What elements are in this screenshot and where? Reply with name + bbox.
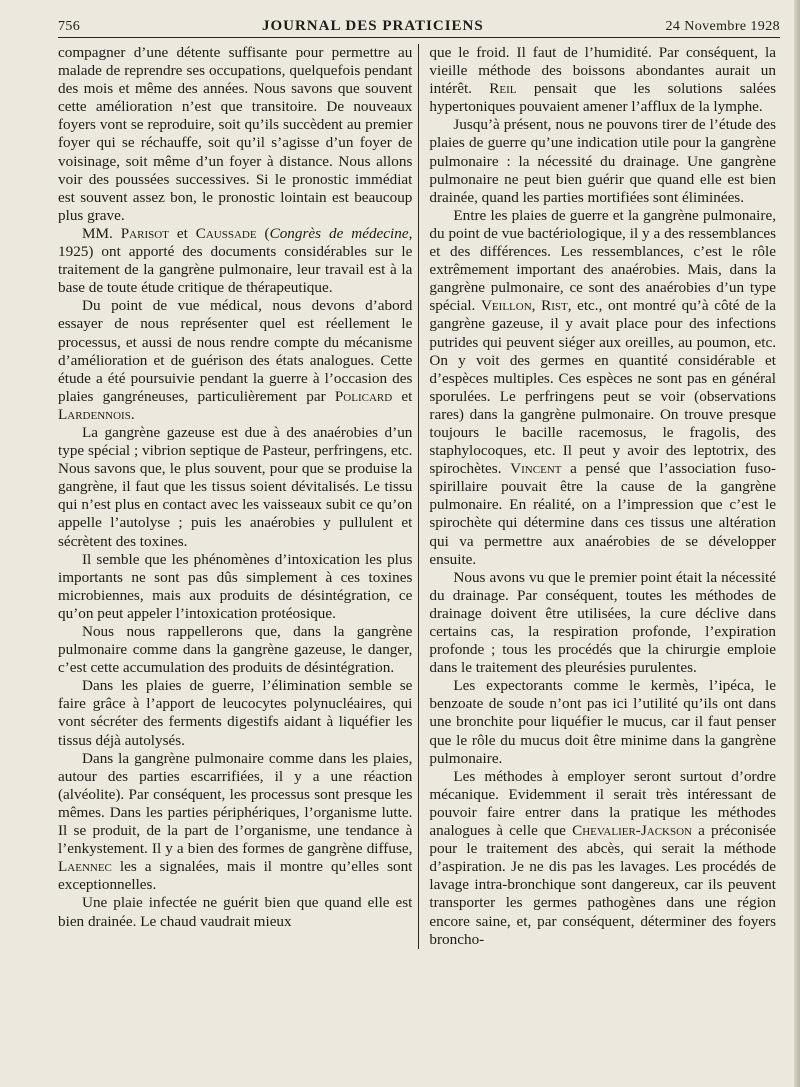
paragraph: Dans les plaies de guerre, l’élimination semble se faire grâce à l’apport de leucocytes polynucléaires, qui vont sécréter des ferments digestifs aidant à liquéfier les tissus déjà autolysés. (58, 677, 413, 749)
journal-title: JOURNAL DES PRATICIENS (261, 18, 484, 34)
paragraph: Jusqu’à présent, nous ne pouvons tirer de l’étude des plaies de guerre qu’une indication utile pour la gangrène pulmonaire : la nécessité du drainage. Une gangrène pulmonaire ne peut bien guérir que quand elle est bien drainée, quand les parties mortifiées sont éliminées. (429, 116, 776, 206)
paragraph: compagner d’une détente suffisante pour permettre au malade de reprendre ses occupations, quelquefois pendant des mois et même des années. Nous savons que souvent cette amélioration n’est que transitoire. De nouveaux foyers vont se reproduire, soit qu’ils succèdent au premier foyer qui se réchauffe, soit qu’il s’agisse d’un foyer de voisinage, soit même d’un foyer à distance. Nous allons voir des poussées successives. Si le pronostic immédiat est souvent assez bon, le pronostic lointain est beaucoup plus grave. (58, 44, 413, 224)
paragraph: Nous nous rappellerons que, dans la gangrène pulmonaire comme dans la gangrène gazeuse, le danger, c’est cette accumulation des produits de désintégration. (58, 623, 413, 677)
paragraph: que le froid. Il faut de l’humidité. Par conséquent, la vieille méthode des boissons abondantes aurait un intérêt. Reil pensait que les solutions salées hypertoniques pouvaient amener l’afflux de la lymphe. (429, 44, 777, 116)
paragraph: Une plaie infectée ne guérit bien que quand elle est bien drainée. Le chaud vaudrait mieux (58, 894, 413, 930)
paragraph: Dans la gangrène pulmonaire comme dans les plaies, autour des parties escarrifiées, il y a une réaction (alvéolite). Par conséquent, les processus sont presque les mêmes. Dans les parties périphériques, l’organisme lutte. Il se produit, de la part de l’organisme, une tendance à l’enkystement. Il y a bien des formes de gangrène diffuse, Laennec les a signalées, mais il montre qu’elles sont exceptionnelles. (58, 749, 413, 894)
right-column (419, 44, 776, 949)
paragraph: Entre les plaies de guerre et la gangrène pulmonaire, du point de vue bactériologique, il y a des ressemblances et des différences. Les ressemblances, c’est le rôle extrêmement important des anaérobies. Mais, dans la gangrène pulmonaire, ce sont des anaérobies d’un type spécial. Veillon, Rist, etc., ont montré qu’à côté de la gangrène gazeuse, il y avait place pour des infections putrides qui peuvent siéger aux oreilles, au poumon, etc. On y voit des germes en quantité considérable et d’espèces multiples. Ces espèces ne sont pas en général sporulées. Le perfringens peut se voir (observations rares) dans la gangrène pulmonaire. On trouve presque toujours le bacille racemosus, le fragolis, des staphylocoques, etc. Il peut y avoir des leptotrix, des spirochètes. Vincent a pensé que l’association fuso-spirillaire pouvait être la cause de la gangrène pulmonaire. En réalité, on a l’impression que c’est le spirochète qui détermine dans ces tissus une altération qui va permettre aux anaérobies de se développer ensuite. (429, 206, 777, 568)
paragraph: Nous avons vu que le premier point était la nécessité du drainage. Par conséquent, toutes les méthodes de drainage doivent être utilisées, la cure déclive dans certains cas, la respiration profonde, l’expiration profonde ; tous les procédés que la chirurgie emploie dans le traitement des pleurésies purulentes. (429, 568, 776, 677)
page-binding-edge (794, 0, 800, 1087)
running-header (58, 18, 780, 38)
paragraph: Les expectorants comme le kermès, l’ipéca, le benzoate de soude n’ont pas ici l’utilité qu’ils ont dans une bronchite pour liquéfier le mucus, car il faut penser que le rôle du mucus doit être minime dans la gangrène pulmonaire. (429, 677, 776, 767)
paragraph: La gangrène gazeuse est due à des anaérobies d’un type spécial ; vibrion septique de Pasteur, perfringens, etc. Nous savons que, le plus souvent, pour que se produise la gangrène, il faut que les tissus soient dévitalisés. Le tissu qui n’est plus en contact avec les vaisseaux subit ce qu’on appelle l’autolyse ; puis les anaérobies y pullulent et sécrètent des toxines. (58, 423, 413, 550)
paragraph: MM. Parisot et Caussade (Congrès de médecine, 1925) ont apporté des documents considérables sur le traitement de la gangrène pulmonaire, leur travail est à la base de toute étude critique de thérapeutique. (58, 224, 413, 297)
paragraph: Les méthodes à employer seront surtout d’ordre mécanique. Evidemment il serait très intéressant de pouvoir faire entrer dans la pratique les méthodes analogues à celle que Chevalier-Jackson a préconisée pour le traitement des abcès, qui serait la méthode d’aspiration. Je ne dis pas les lavages. Les procédés de lavage intra-bronchique sont dangereux, car ils peuvent transporter les germes pathogènes dans une région encore saine, et, par conséquent, déterminer des foyers broncho- (429, 767, 776, 948)
left-column (58, 44, 419, 949)
paragraph: Du point de vue médical, nous devons d’abord essayer de nous représenter quel est réellement le processus, et aussi de nous rendre compte du mécanisme d’amélioration et de guérison des états analogues. Cette étude a été poursuivie pendant la guerre à l’occasion des plaies gangréneuses, particulièrement par Policard et Lardennois. (58, 297, 413, 423)
text-columns (58, 44, 776, 949)
page-number: 756 (58, 19, 81, 34)
paragraph: Il semble que les phénomènes d’intoxication les plus importants ne sont pas dûs simplement à ces toxines microbiennes, mais aux produits de désintégration, ce qu’on peut appeler l’intoxication protéosique. (58, 550, 413, 622)
issue-date: 24 Novembre 1928 (665, 19, 780, 34)
